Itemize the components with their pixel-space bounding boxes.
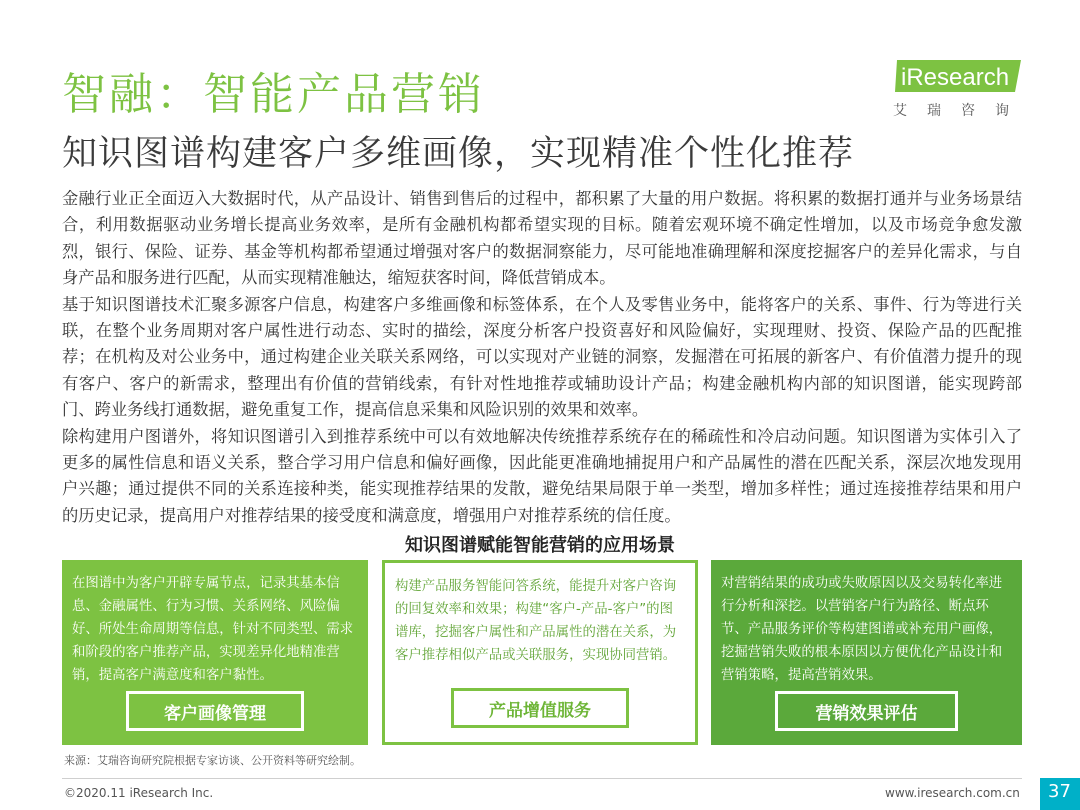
website-url: www.iresearch.com.cn xyxy=(885,786,1020,800)
body-paragraph-1: 金融行业正全面迈入大数据时代，从产品设计、销售到售后的过程中，都积累了大量的用户数据。将积累的数据打通并与业务场景结合，利用数据驱动业务增长提高业务效率，是所有金融机构都希望实现的目标。随着宏观环境不确定性增加，以及市场竞争愈发激烈，银行、保险、证券、基金等机构都希望通过增强对客户的数据洞察能力，尽可能地准确理解和深度挖掘客户的差异化需求，与自身产品和服务进行匹配，从而实现精准触达，缩短获客时间，降低营销成本。 xyxy=(62,189,1022,288)
logo-brand-text: iResearch xyxy=(901,64,1010,91)
source-note: 来源：艾瑞咨询研究院根据专家访谈、公开资料等研究绘制。 xyxy=(64,754,361,767)
panel-customer-profile xyxy=(62,560,368,745)
logo-cn-text: 艾瑞咨询 xyxy=(893,103,1029,119)
footer-divider xyxy=(62,778,1022,779)
page-number: 37 xyxy=(1048,781,1071,802)
copyright: ©2020.11 iResearch Inc. xyxy=(64,786,214,800)
body-paragraph-2: 基于知识图谱技术汇聚多源客户信息，构建客户多维画像和标签体系，在个人及零售业务中，能将客户的关系、事件、行为等进行关联，在整个业务周期对客户属性进行动态、实时的描绘，深度分析客户投资喜好和风险偏好，实现理财、投资、保险产品的匹配推荐；在机构及对公业务中，通过构建企业关联关系网络，可以实现对产业链的洞察，发掘潜在可拓展的新客户、有价值潜力提升的现有客户、客户的新需求，整理出有价值的营销线索，有针对性地推荐或辅助设计产品；构建金融机构内部的知识图谱，能实现跨部门、跨业务线打通数据，避免重复工作，提高信息采集和风险识别的效果和效率。 xyxy=(62,294,1022,420)
panel-label-marketing-evaluation: 营销效果评估 xyxy=(775,691,958,731)
body-paragraph-3: 除构建用户图谱外，将知识图谱引入到推荐系统中可以有效地解决传统推荐系统存在的稀疏性和冷启动问题。知识图谱为实体引入了更多的属性信息和语义关系，整合学习用户信息和偏好画像，因此能更准确地捕捉用户和产品属性的潜在匹配关系，深层次地发现用户兴趣；通过提供不同的关系连接种类，能实现推荐结果的发散，避免结果局限于单一类型，增加多样性；通过连接推荐结果和用户的历史记录，提高用户对推荐结果的接受度和满意度，增强用户对推荐系统的信任度。 xyxy=(62,426,1022,525)
panel-text: 对营销结果的成功或失败原因以及交易转化率进行分析和深挖。以营销客户行为路径、断点环节、产品服务评价等构建图谱或补充用户画像，挖掘营销失败的根本原因以方便优化产品设计和营销策略，提高营销效果。 xyxy=(721,576,1003,683)
iresearch-logo-mark xyxy=(893,58,1023,94)
panel-text: 构建产品服务智能问答系统，能提升对客户咨询的回复效率和效果；构建“客户-产品-客户”的图谱库，挖掘客户属性和产品属性的潜在关系，为客户推荐相似产品或关联服务，实现协同营销。 xyxy=(395,579,677,663)
panel-marketing-evaluation xyxy=(711,560,1022,745)
body-text xyxy=(62,186,1022,529)
iresearch-logo xyxy=(893,58,1033,128)
page-title: 智融：智能产品营销 xyxy=(62,69,485,120)
page-subtitle: 知识图谱构建客户多维画像，实现精准个性化推荐 xyxy=(62,134,855,174)
panel-text: 在图谱中为客户开辟专属节点，记录其基本信息、金融属性、行为习惯、关系网络、风险偏好、所处生命周期等信息，针对不同类型、需求和阶段的客户推荐产品，实现差异化地精准营销，提高客户满意度和客户黏性。 xyxy=(72,576,354,683)
panel-label-product-value-added: 产品增值服务 xyxy=(451,688,629,728)
section-title: 知识图谱赋能智能营销的应用场景 xyxy=(405,535,675,556)
panel-product-value-added xyxy=(382,560,698,745)
panel-label-customer-profile: 客户画像管理 xyxy=(126,691,304,731)
